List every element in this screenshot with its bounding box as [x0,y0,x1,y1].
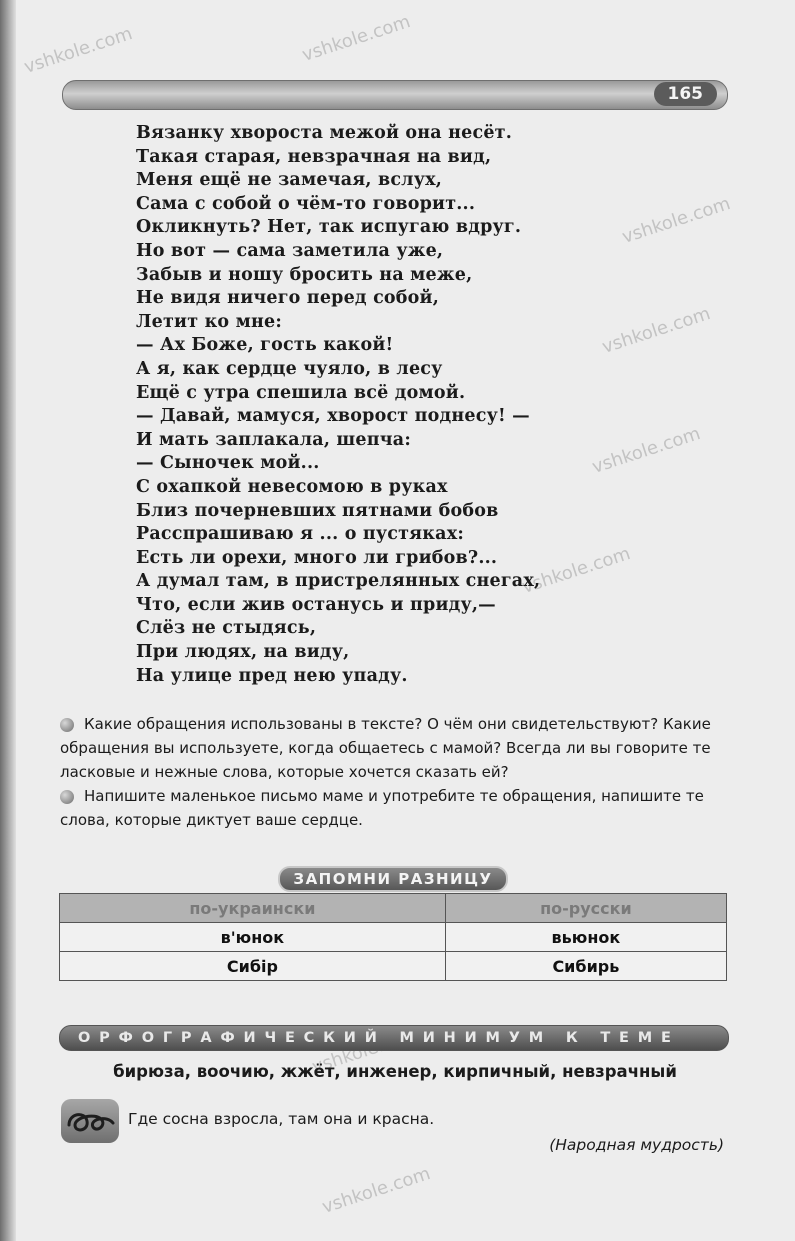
poem-line: Такая старая, невзрачная на вид, [136,146,492,167]
page-header-bar [62,80,728,110]
poem-line: С охапкой невесомою в руках [136,476,448,497]
poem-line: Слёз не стыдясь, [136,618,317,639]
poem-line: Ещё с утра спешила всё домой. [136,382,466,403]
poem-line: — Ах Боже, гость какой! [136,335,394,356]
watermark: vshkole.com [599,303,713,358]
table-row [60,952,727,981]
watermark: vshkole.com [299,11,413,66]
table-cell: Сибір [60,952,446,981]
table-row [60,923,727,952]
poem-line: Летит ко мне: [136,311,282,332]
poem-line: Меня ещё не замечая, вслух, [136,170,443,191]
column-header-russian: по-русски [445,894,726,923]
poem-line: Расспрашиваю я ... о пустяках: [136,524,464,545]
watermark: vshkole.com [319,1163,433,1218]
book-spine-shadow [0,0,16,1241]
poem-line: Сама с собой о чём-то говорит... [136,193,476,214]
proverb-text: Где сосна взросла, там она и красна. [128,1110,435,1128]
question-item [60,784,730,832]
poem-line: На улице пред нею упаду. [136,665,408,686]
question-text: Какие обращения использованы в тексте? О чём они свидетельствуют? Какие обращения вы используете, когда общаетесь с мамой? Всегда ли вы говорите те ласковые и нежные слова, которые хочется сказать ей? [60,715,711,781]
watermark: vshkole.com [519,543,633,598]
watermark: vshkole.com [21,23,135,78]
table-header-row [60,894,727,923]
poem-line: Окликнуть? Нет, так испугаю вдруг. [136,217,522,238]
poem [136,122,540,688]
proverb-swirl-icon [61,1099,119,1143]
poem-line: Вязанку хвороста межой она несёт. [136,123,513,143]
poem-line: При людях, на виду, [136,642,350,663]
round-bullet-icon [60,718,74,732]
poem-line: Забыв и ношу бросить на меже, [136,264,473,285]
poem-line: Но вот — сама заметила уже, [136,240,444,261]
watermark: vshkole.com [619,193,733,248]
poem-line: Есть ли орехи, много ли грибов?... [136,547,498,568]
question-item [60,712,730,784]
table-cell: вьюнок [445,923,726,952]
poem-line: И мать заплакала, шепча: [136,429,411,450]
comparison-table [59,893,727,981]
poem-line: А я, как сердце чуяло, в лесу [136,358,443,379]
poem-line: Не видя ничего перед собой, [136,288,440,309]
poem-line: Близ почерневших пятнами бобов [136,500,499,521]
poem-line: — Сыночек мой... [136,453,320,474]
column-header-ukrainian: по-украински [60,894,446,923]
question-text: Напишите маленькое письмо маме и употребите те обращения, напишите те слова, которые диктует ваше сердце. [60,787,704,829]
poem-line: Что, если жив останусь и приду,— [136,594,496,615]
spelling-minimum-title: ОРФОГРАФИЧЕСКИЙ МИНИМУМ К ТЕМЕ [59,1025,729,1051]
table-cell: в'юнок [60,923,446,952]
watermark: vshkole.com [589,423,703,478]
spelling-minimum-words: бирюза, воочию, жжёт, инженер, кирпичный, невзрачный [113,1062,677,1081]
proverb-source: (Народная мудрость) [549,1136,724,1154]
poem-line: А думал там, в пристрелянных снегах, [136,571,541,592]
questions-block [60,712,730,832]
poem-line: — Давай, мамуся, хворост поднесу! — [136,406,530,427]
page-number: 165 [654,82,718,106]
remember-difference-label: ЗАПОМНИ РАЗНИЦУ [278,866,508,892]
table-cell: Сибирь [445,952,726,981]
round-bullet-icon [60,790,74,804]
